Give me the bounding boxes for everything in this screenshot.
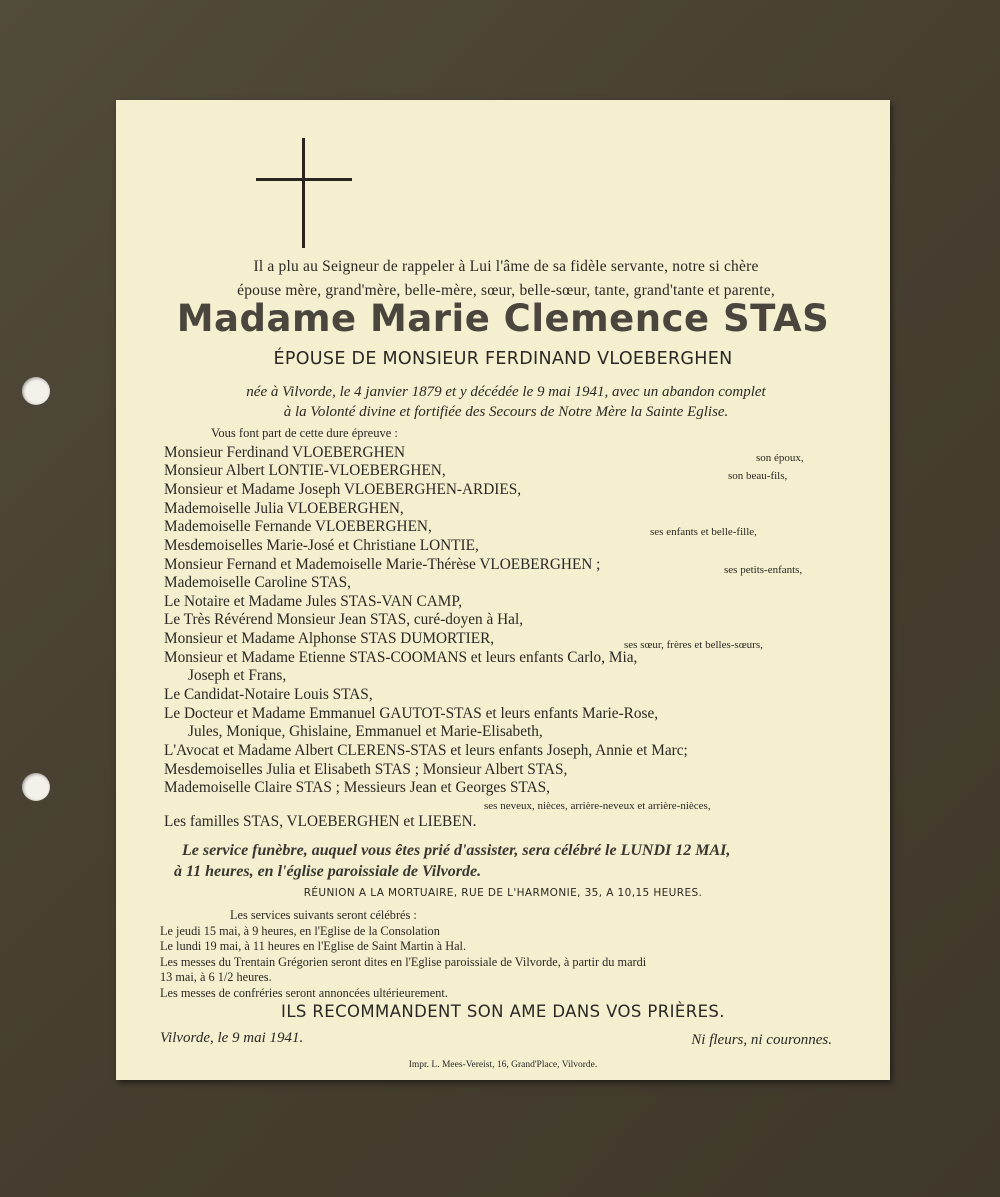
family-line: Mesdemoiselles Marie-José et Christiane LONTIE, [164, 537, 479, 554]
services-list [160, 908, 850, 1001]
family-line: Monsieur et Madame Alphonse STAS DUMORTIER, [164, 630, 495, 647]
printer-credit: Impr. L. Mees-Vereist, 16, Grand'Place, Vilvorde. [408, 1060, 598, 1070]
relation-note: ses petits-enfants, [724, 564, 803, 576]
services-line: Les messes de confréries seront annoncées ultérieurement. [160, 985, 448, 1000]
place-date: Vilvorde, le 9 mai 1941. [160, 1030, 304, 1046]
family-line: L'Avocat et Madame Albert CLERENS-STAS et leurs enfants Joseph, Annie et Marc; [164, 742, 688, 759]
reunion-line: RÉUNION A LA MORTUAIRE, RUE DE L'HARMONIE, 35, A 10,15 HEURES. [303, 887, 703, 899]
punch-hole-top [22, 377, 50, 405]
notice-line: Le service funèbre, auquel vous êtes prié d'assister, sera célébré le LUNDI 12 MAI, [182, 842, 731, 859]
services-line: 13 mai, à 6 1/2 heures. [160, 970, 272, 984]
funeral-service-notice [174, 840, 854, 882]
family-line: Mademoiselle Julia VLOEBERGHEN, [164, 500, 404, 517]
birth-line: née à Vilvorde, le 4 janvier 1879 et y décédée le 9 mai 1941, avec un abandon complet [246, 384, 766, 400]
family-line: Mesdemoiselles Julia et Elisabeth STAS ; Monsieur Albert STAS, [164, 761, 568, 778]
family-line: Le Notaire et Madame Jules STAS-VAN CAMP, [164, 593, 463, 610]
family-line: Monsieur et Madame Etienne STAS-COOMANS et leurs enfants Carlo, Mia, [164, 649, 638, 666]
family-line: Le Docteur et Madame Emmanuel GAUTOT-STAS et leurs enfants Marie-Rose, [164, 705, 659, 722]
spouse-line: ÉPOUSE DE MONSIEUR FERDINAND VLOEBERGHEN [273, 349, 733, 369]
family-line: Les familles STAS, VLOEBERGHEN et LIEBEN. [164, 813, 477, 830]
services-line: Les services suivants seront célébrés : [230, 908, 417, 922]
services-line: Le lundi 19 mai, à 11 heures en l'Eglise de Saint Martin à Hal. [160, 939, 467, 953]
family-line: Jules, Monique, Ghislaine, Emmanuel et Marie-Elisabeth, [188, 723, 543, 740]
family-line: Monsieur et Madame Joseph VLOEBERGHEN-ARDIES, [164, 481, 522, 498]
relation-note: ses sœur, frères et belles-sœurs, [624, 639, 763, 651]
family-line: Monsieur Fernand et Mademoiselle Marie-Thérèse VLOEBERGHEN ; [164, 556, 601, 573]
announce-line: Vous font part de cette dure épreuve : [211, 426, 398, 440]
intro-line: Il a plu au Seigneur de rappeler à Lui l'âme de sa fidèle servante, notre si chère [253, 258, 759, 275]
family-line: Joseph et Frans, [188, 667, 287, 684]
notice-line: à 11 heures, en l'église paroissiale de Vilvorde. [174, 863, 482, 880]
relation-note: ses enfants et belle-fille, [650, 526, 757, 538]
family-line: Monsieur Ferdinand VLOEBERGHEN [164, 444, 406, 461]
death-notice-card [116, 100, 890, 1080]
punch-hole-bottom [22, 773, 50, 801]
birth-line: à la Volonté divine et fortifiée des Secours de Notre Mère la Sainte Eglise. [283, 404, 729, 420]
family-line: Mademoiselle Fernande VLOEBERGHEN, [164, 518, 432, 535]
recommend-line: ILS RECOMMANDENT SON AME DANS VOS PRIÈRES. [281, 1002, 725, 1021]
relation-note: son beau-fils, [728, 470, 788, 482]
deceased-name: Madame Marie Clemence STAS [176, 297, 830, 340]
birth-death-text [166, 382, 846, 422]
relation-note: son époux, [756, 452, 804, 464]
cross-icon [256, 138, 352, 248]
family-line: Monsieur Albert LONTIE-VLOEBERGHEN, [164, 462, 446, 479]
services-line: Le jeudi 15 mai, à 9 heures, en l'Eglise de la Consolation [160, 923, 440, 938]
family-line: Le Très Révérend Monsieur Jean STAS, curé-doyen à Hal, [164, 611, 524, 628]
intro-line: épouse mère, grand'mère, belle-mère, sœur, belle-sœur, tante, grand'tante et parente, [237, 282, 775, 299]
relation-note: ses neveux, nièces, arrière-neveux et arrière-nièces, [484, 800, 711, 812]
intro-text [166, 255, 846, 303]
family-line: Mademoiselle Claire STAS ; Messieurs Jean et Georges STAS, [164, 779, 551, 796]
services-line: Les messes du Trentain Grégorien seront dites en l'Eglise paroissiale de Vilvorde, à partir du mardi [160, 954, 647, 969]
family-line: Le Candidat-Notaire Louis STAS, [164, 686, 373, 703]
no-flowers-note: Ni fleurs, ni couronnes. [691, 1032, 832, 1048]
family-line: Mademoiselle Caroline STAS, [164, 574, 351, 591]
